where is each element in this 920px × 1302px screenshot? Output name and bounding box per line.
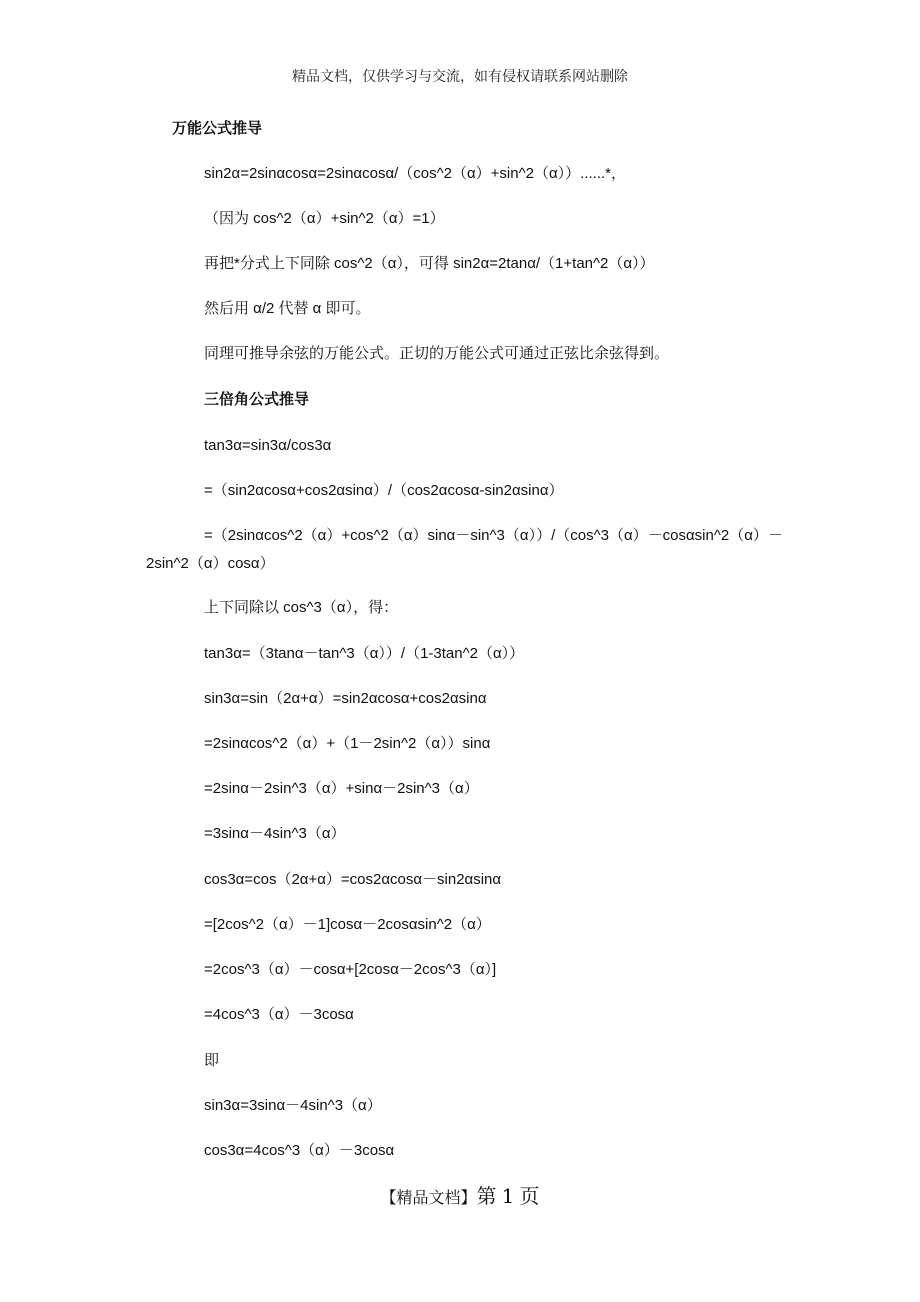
- formula-line-17: =2cos^3（α）－cosα+[2cosα－2cos^3（α）]: [204, 961, 497, 978]
- header-text: 精品文档，仅供学习与交流，如有侵权请联系网站删除: [292, 69, 628, 85]
- formula-line-20: sin3α=3sinα－4sin^3（α）: [204, 1097, 382, 1114]
- formula-line-16: =[2cos^2（α）－1]cosα－2cosαsin^2（α）: [204, 916, 491, 933]
- formula-line-1: sin2α=2sinαcosα=2sinαcosα/（cos^2（α）+sin^2（α））......*，: [204, 165, 627, 182]
- footer-page-suffix: 页: [519, 1184, 540, 1208]
- formula-line-15: cos3α=cos（2α+α）=cos2αcosα－sin2αsinα: [204, 871, 502, 888]
- text-line-9: 上下同除以 cos^3（α），得：: [204, 599, 399, 616]
- formula-line-10: tan3α=（3tanα－tan^3（α））/（1-3tan^2（α））: [204, 645, 525, 662]
- text-line-4: 然后用 α/2 代替 α 即可。: [204, 300, 371, 317]
- formula-line-7: =（sin2αcosα+cos2αsinα）/（cos2αcosα-sin2αsinα）: [204, 482, 564, 499]
- formula-line-6: tan3α=sin3α/cos3α: [204, 437, 332, 454]
- formula-line-14: =3sinα－4sin^3（α）: [204, 825, 346, 842]
- formula-line-21: cos3α=4cos^3（α）－3cosα: [204, 1142, 395, 1159]
- footer-label: 【精品文档】: [380, 1188, 477, 1207]
- footer-page-prefix: 第: [476, 1184, 497, 1208]
- formula-line-11: sin3α=sin（2α+α）=sin2αcosα+cos2αsinα: [204, 690, 487, 707]
- text-line-19: 即: [204, 1051, 220, 1069]
- formula-line-12: =2sinαcos^2（α）+（1－2sin^2（α））sinα: [204, 735, 491, 752]
- formula-line-3: 再把*分式上下同除 cos^2（α），可得 sin2α=2tanα/（1+tan^2（α））: [204, 255, 655, 272]
- formula-line-13: =2sinα－2sin^3（α）+sinα－2sin^3（α）: [204, 780, 479, 797]
- formula-line-18: =4cos^3（α）－3cosα: [204, 1006, 354, 1023]
- formula-line-2: （因为 cos^2（α）+sin^2（α）=1）: [204, 210, 445, 227]
- page-footer: [0, 1180, 920, 1209]
- section-heading-triple-angle: 三倍角公式推导: [204, 391, 310, 408]
- formula-line-8-wrapped: =（2sinαcos^2（α）+cos^2（α）sinα－sin^3（α））/（cos^3（α）－cosαsin^2（α）－2sin^2（α）cosα）: [146, 527, 783, 572]
- page-header: [0, 66, 920, 86]
- text-line-5: 同理可推导余弦的万能公式。正切的万能公式可通过正弦比余弦得到。: [204, 345, 670, 362]
- section-heading-universal-formula: 万能公式推导: [172, 120, 263, 137]
- page-number: 1: [501, 1184, 515, 1208]
